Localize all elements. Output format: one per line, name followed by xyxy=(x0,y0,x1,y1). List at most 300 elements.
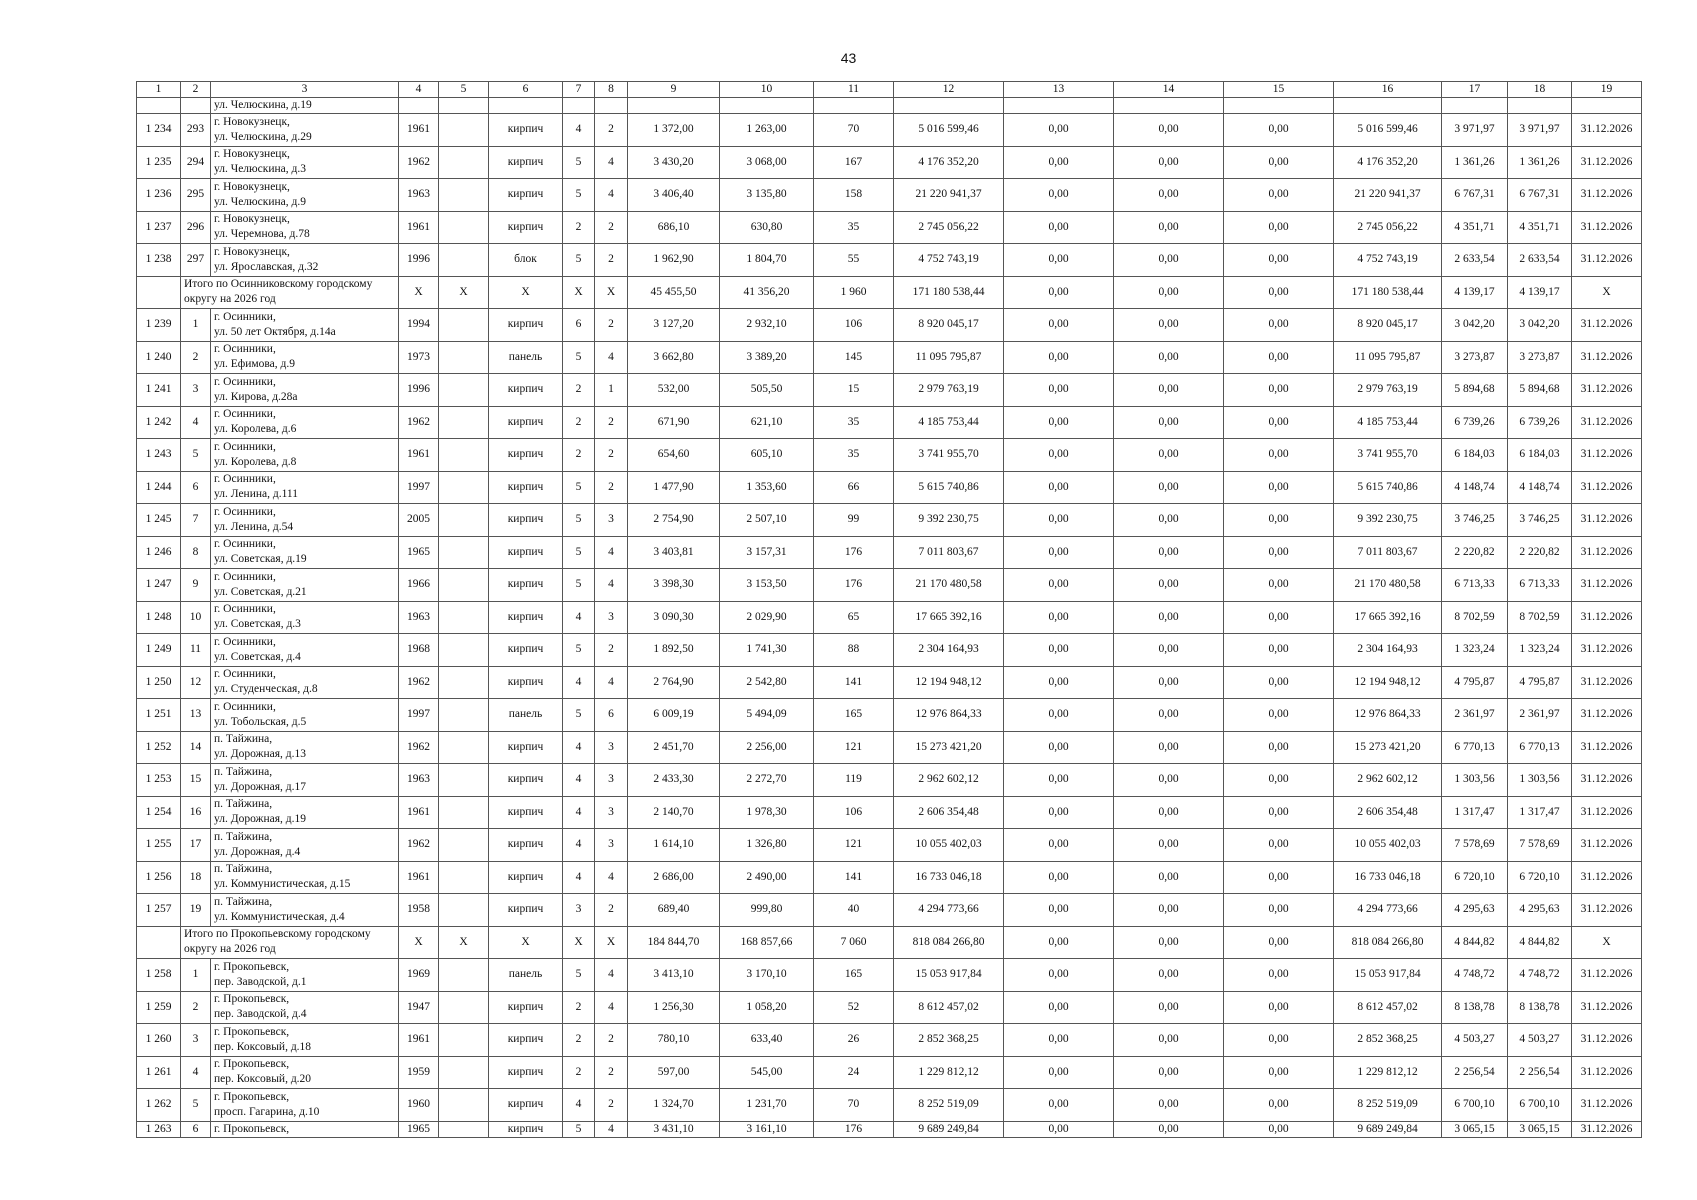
value-cell xyxy=(439,569,489,602)
table-row xyxy=(137,796,1642,829)
value-cell xyxy=(439,829,489,862)
value-cell: 24 xyxy=(814,1056,894,1089)
value-cell: 3 xyxy=(595,764,628,797)
value-cell: 1 361,26 xyxy=(1508,146,1572,179)
page-number: 43 xyxy=(840,50,857,66)
value-cell: 1958 xyxy=(399,894,439,927)
address-line: г. Осинники, xyxy=(214,310,276,323)
value-cell: 1963 xyxy=(399,179,439,212)
value-cell xyxy=(439,861,489,894)
address-line: г. Осинники, xyxy=(214,700,276,713)
value-cell: 12 194 948,12 xyxy=(894,666,1004,699)
address-cell xyxy=(211,341,399,374)
value-cell: 31.12.2026 xyxy=(1572,861,1642,894)
address-line: ул. Ленина, д.54 xyxy=(214,520,294,533)
value-cell: 3 430,20 xyxy=(628,146,720,179)
value-cell: 0,00 xyxy=(1004,666,1114,699)
value-cell: 3 170,10 xyxy=(720,959,814,992)
value-cell: 8 612 457,02 xyxy=(894,991,1004,1024)
value-cell: 5 494,09 xyxy=(720,699,814,732)
value-cell: 2 304 164,93 xyxy=(894,634,1004,667)
value-cell: 17 665 392,16 xyxy=(894,601,1004,634)
value-cell: 597,00 xyxy=(628,1056,720,1089)
table-row xyxy=(137,764,1642,797)
row-number-cell: 1 259 xyxy=(137,991,181,1024)
value-cell: 31.12.2026 xyxy=(1572,829,1642,862)
column-number: 8 xyxy=(595,82,628,98)
value-cell: 2 633,54 xyxy=(1442,244,1508,277)
value-cell: X xyxy=(439,276,489,309)
value-cell: 21 220 941,37 xyxy=(894,179,1004,212)
address-cell xyxy=(211,1056,399,1089)
table-row xyxy=(137,536,1642,569)
value-cell: 3 xyxy=(595,731,628,764)
value-cell: 0,00 xyxy=(1114,991,1224,1024)
value-cell: 6 739,26 xyxy=(1508,406,1572,439)
table-row xyxy=(137,179,1642,212)
address-line: пер. Заводской, д.4 xyxy=(214,1008,307,1021)
value-cell: 1961 xyxy=(399,796,439,829)
value-cell: 88 xyxy=(814,634,894,667)
row-number-cell: 1 246 xyxy=(137,536,181,569)
value-cell: 31.12.2026 xyxy=(1572,341,1642,374)
value-cell: 165 xyxy=(814,699,894,732)
value-cell: 3 153,50 xyxy=(720,569,814,602)
value-cell: 1960 xyxy=(399,1089,439,1122)
value-cell: 4 xyxy=(595,861,628,894)
value-cell: 0,00 xyxy=(1004,439,1114,472)
value-cell: 2 xyxy=(595,634,628,667)
value-cell: 2 979 763,19 xyxy=(1334,374,1442,407)
value-cell: 6 767,31 xyxy=(1508,179,1572,212)
row-number-cell: 1 243 xyxy=(137,439,181,472)
address-line: пер. Коксовый, д.18 xyxy=(214,1040,312,1053)
value-cell: 0,00 xyxy=(1224,829,1334,862)
address-line: г. Новокузнецк, xyxy=(214,148,290,161)
value-cell: 0,00 xyxy=(1004,406,1114,439)
value-cell: 0,00 xyxy=(1114,504,1224,537)
value-cell: 12 976 864,33 xyxy=(894,699,1004,732)
value-cell xyxy=(439,731,489,764)
value-cell: 31.12.2026 xyxy=(1572,634,1642,667)
value-cell: 3 746,25 xyxy=(1508,504,1572,537)
value-cell: 630,80 xyxy=(720,211,814,244)
table-row xyxy=(137,146,1642,179)
value-cell: 0,00 xyxy=(1114,959,1224,992)
item-number-cell: 4 xyxy=(181,406,211,439)
value-cell: 10 055 402,03 xyxy=(1334,829,1442,862)
address-cell xyxy=(211,666,399,699)
value-cell: 1 323,24 xyxy=(1508,634,1572,667)
value-cell: 6 009,19 xyxy=(628,699,720,732)
value-cell: 0,00 xyxy=(1224,276,1334,309)
address-cell xyxy=(211,146,399,179)
value-cell: 0,00 xyxy=(1004,536,1114,569)
value-cell: 4 752 743,19 xyxy=(894,244,1004,277)
value-cell: 2 764,90 xyxy=(628,666,720,699)
value-cell: 4 xyxy=(563,666,595,699)
value-cell: 1962 xyxy=(399,731,439,764)
item-number-cell: 10 xyxy=(181,601,211,634)
value-cell: кирпич xyxy=(489,1056,563,1089)
item-number-cell: 293 xyxy=(181,114,211,147)
value-cell: 1996 xyxy=(399,244,439,277)
column-number: 4 xyxy=(399,82,439,98)
value-cell: 8 252 519,09 xyxy=(894,1089,1004,1122)
address-line: г. Новокузнецк, xyxy=(214,245,290,258)
value-cell: 0,00 xyxy=(1004,244,1114,277)
value-cell: 11 095 795,87 xyxy=(1334,341,1442,374)
value-cell: 4 xyxy=(595,1121,628,1137)
value-cell: 0,00 xyxy=(1114,374,1224,407)
value-cell: 1 324,70 xyxy=(628,1089,720,1122)
address-line: ул. Челюскина, д.9 xyxy=(214,195,306,208)
value-cell: 0,00 xyxy=(1224,1121,1334,1137)
value-cell: кирпич xyxy=(489,1024,563,1057)
value-cell: 1961 xyxy=(399,114,439,147)
table-row xyxy=(137,731,1642,764)
value-cell: 141 xyxy=(814,861,894,894)
value-cell: кирпич xyxy=(489,536,563,569)
value-cell: 4 795,87 xyxy=(1508,666,1572,699)
value-cell: 2 xyxy=(595,309,628,342)
value-cell: 0,00 xyxy=(1224,179,1334,212)
address-line: п. Тайжина, xyxy=(214,830,273,843)
address-cell xyxy=(211,569,399,602)
value-cell: 26 xyxy=(814,1024,894,1057)
value-cell: 2 xyxy=(595,1056,628,1089)
value-cell: 4 xyxy=(595,959,628,992)
value-cell: 2 xyxy=(595,244,628,277)
value-cell: 35 xyxy=(814,439,894,472)
item-number-cell: 18 xyxy=(181,861,211,894)
table-body xyxy=(137,98,1642,1138)
value-cell: 0,00 xyxy=(1004,211,1114,244)
value-cell: 1959 xyxy=(399,1056,439,1089)
value-cell: 15 053 917,84 xyxy=(1334,959,1442,992)
subtotal-row xyxy=(137,276,1642,309)
value-cell: кирпич xyxy=(489,991,563,1024)
row-number-cell: 1 262 xyxy=(137,1089,181,1122)
value-cell xyxy=(439,601,489,634)
value-cell: 0,00 xyxy=(1004,504,1114,537)
value-cell: 2 xyxy=(595,114,628,147)
value-cell: 31.12.2026 xyxy=(1572,764,1642,797)
value-cell: 0,00 xyxy=(1224,504,1334,537)
row-number-cell: 1 247 xyxy=(137,569,181,602)
value-cell: 4 xyxy=(563,796,595,829)
address-line: ул. Дорожная, д.17 xyxy=(214,780,307,793)
value-cell: 4 503,27 xyxy=(1442,1024,1508,1057)
value-cell xyxy=(439,634,489,667)
value-cell: панель xyxy=(489,699,563,732)
value-cell: 0,00 xyxy=(1004,569,1114,602)
value-cell: 15 273 421,20 xyxy=(894,731,1004,764)
value-cell: 4 503,27 xyxy=(1508,1024,1572,1057)
value-cell: X xyxy=(1572,276,1642,309)
value-cell: 3 068,00 xyxy=(720,146,814,179)
table-row xyxy=(137,666,1642,699)
value-cell: 171 180 538,44 xyxy=(894,276,1004,309)
value-cell: 6 770,13 xyxy=(1508,731,1572,764)
value-cell xyxy=(439,959,489,992)
value-cell: 0,00 xyxy=(1224,536,1334,569)
value-cell: 3 389,20 xyxy=(720,341,814,374)
address-cell xyxy=(211,894,399,927)
value-cell: 0,00 xyxy=(1004,1089,1114,1122)
address-line: ул. Коммунистическая, д.15 xyxy=(214,878,351,891)
item-number-cell: 295 xyxy=(181,179,211,212)
row-number-cell: 1 239 xyxy=(137,309,181,342)
empty-cell xyxy=(137,926,181,959)
value-cell: 55 xyxy=(814,244,894,277)
value-cell: 12 976 864,33 xyxy=(1334,699,1442,732)
value-cell: 0,00 xyxy=(1114,244,1224,277)
value-cell: 4 795,87 xyxy=(1442,666,1508,699)
value-cell: кирпич xyxy=(489,894,563,927)
address-cell xyxy=(211,634,399,667)
value-cell: 31.12.2026 xyxy=(1572,114,1642,147)
value-cell: 3 741 955,70 xyxy=(894,439,1004,472)
value-cell: 4 752 743,19 xyxy=(1334,244,1442,277)
row-number-cell: 1 235 xyxy=(137,146,181,179)
value-cell: 1962 xyxy=(399,406,439,439)
value-cell: кирпич xyxy=(489,1089,563,1122)
value-cell: 0,00 xyxy=(1114,731,1224,764)
value-cell: 1966 xyxy=(399,569,439,602)
value-cell: 165 xyxy=(814,959,894,992)
value-cell: 1965 xyxy=(399,1121,439,1137)
row-number-cell: 1 250 xyxy=(137,666,181,699)
value-cell: панель xyxy=(489,341,563,374)
address-cell xyxy=(211,1089,399,1122)
address-line: ул. Кирова, д.28а xyxy=(214,390,298,403)
value-cell: 17 665 392,16 xyxy=(1334,601,1442,634)
value-cell xyxy=(439,536,489,569)
address-line: ул. Советская, д.3 xyxy=(214,618,301,631)
row-number-cell: 1 249 xyxy=(137,634,181,667)
table-row xyxy=(137,991,1642,1024)
value-cell: 6 713,33 xyxy=(1508,569,1572,602)
value-cell: 15 273 421,20 xyxy=(1334,731,1442,764)
row-number-cell: 1 240 xyxy=(137,341,181,374)
value-cell: 4 xyxy=(563,861,595,894)
address-line: ул. 50 лет Октября, д.14а xyxy=(214,325,336,338)
value-cell: 4 xyxy=(595,341,628,374)
address-line: ул. Дорожная, д.19 xyxy=(214,813,307,826)
value-cell: 0,00 xyxy=(1114,114,1224,147)
address-line: Итого по Прокопьевскому городскому xyxy=(184,928,371,941)
address-line: ул. Советская, д.4 xyxy=(214,650,301,663)
value-cell: 689,40 xyxy=(628,894,720,927)
value-cell: 0,00 xyxy=(1224,796,1334,829)
table-row xyxy=(137,341,1642,374)
value-cell xyxy=(439,1121,489,1137)
value-cell: 0,00 xyxy=(1224,1024,1334,1057)
value-cell: X xyxy=(489,276,563,309)
item-number-cell: 4 xyxy=(181,1056,211,1089)
value-cell: 9 392 230,75 xyxy=(894,504,1004,537)
value-cell: 1 978,30 xyxy=(720,796,814,829)
column-number: 7 xyxy=(563,82,595,98)
item-number-cell: 2 xyxy=(181,341,211,374)
address-line: г. Осинники, xyxy=(214,408,276,421)
value-cell: 0,00 xyxy=(1114,276,1224,309)
value-cell: 2 433,30 xyxy=(628,764,720,797)
value-cell: 0,00 xyxy=(1004,1056,1114,1089)
value-cell: 671,90 xyxy=(628,406,720,439)
value-cell xyxy=(439,1024,489,1057)
item-number-cell: 297 xyxy=(181,244,211,277)
value-cell xyxy=(439,244,489,277)
value-cell: 0,00 xyxy=(1114,634,1224,667)
address-line: г. Осинники, xyxy=(214,635,276,648)
value-cell: 605,10 xyxy=(720,439,814,472)
address-line: ул. Дорожная, д.13 xyxy=(214,748,307,761)
value-cell: 1 804,70 xyxy=(720,244,814,277)
address-line: ул. Тобольская, д.5 xyxy=(214,715,307,728)
value-cell: 0,00 xyxy=(1114,796,1224,829)
value-cell: 3 746,25 xyxy=(1442,504,1508,537)
value-cell: 0,00 xyxy=(1114,309,1224,342)
value-cell: 532,00 xyxy=(628,374,720,407)
value-cell: 5 xyxy=(563,1121,595,1137)
row-number-cell: 1 254 xyxy=(137,796,181,829)
column-number: 11 xyxy=(814,82,894,98)
value-cell: 4 xyxy=(595,666,628,699)
value-cell: 7 011 803,67 xyxy=(894,536,1004,569)
table-row xyxy=(137,699,1642,732)
column-number: 14 xyxy=(1114,82,1224,98)
value-cell: кирпич xyxy=(489,666,563,699)
column-number: 2 xyxy=(181,82,211,98)
value-cell: 2 272,70 xyxy=(720,764,814,797)
value-cell: 0,00 xyxy=(1004,796,1114,829)
value-cell: 5 615 740,86 xyxy=(1334,471,1442,504)
value-cell: 818 084 266,80 xyxy=(894,926,1004,959)
value-cell: 2 220,82 xyxy=(1442,536,1508,569)
column-number: 16 xyxy=(1334,82,1442,98)
value-cell: 31.12.2026 xyxy=(1572,1056,1642,1089)
value-cell: 0,00 xyxy=(1004,374,1114,407)
value-cell: 1997 xyxy=(399,699,439,732)
value-cell: 31.12.2026 xyxy=(1572,991,1642,1024)
value-cell: 1 361,26 xyxy=(1442,146,1508,179)
value-cell: 184 844,70 xyxy=(628,926,720,959)
row-number-cell: 1 248 xyxy=(137,601,181,634)
value-cell: 4 139,17 xyxy=(1508,276,1572,309)
value-cell: 1968 xyxy=(399,634,439,667)
value-cell: 1 303,56 xyxy=(1508,764,1572,797)
value-cell: 1 058,20 xyxy=(720,991,814,1024)
value-cell: 0,00 xyxy=(1224,374,1334,407)
value-cell: 1 229 812,12 xyxy=(1334,1056,1442,1089)
value-cell: 3 xyxy=(563,894,595,927)
value-cell: 66 xyxy=(814,471,894,504)
value-cell: 6 700,10 xyxy=(1442,1089,1508,1122)
table-row xyxy=(137,569,1642,602)
value-cell: 2005 xyxy=(399,504,439,537)
address-line: округу на 2026 год xyxy=(184,293,276,306)
value-cell: 5 xyxy=(563,179,595,212)
value-cell: 2 852 368,25 xyxy=(1334,1024,1442,1057)
value-cell: 3 273,87 xyxy=(1508,341,1572,374)
value-cell: 31.12.2026 xyxy=(1572,894,1642,927)
value-cell: 2 490,00 xyxy=(720,861,814,894)
table-row xyxy=(137,634,1642,667)
item-number-cell: 1 xyxy=(181,309,211,342)
value-cell xyxy=(439,471,489,504)
value-cell: 4 294 773,66 xyxy=(1334,894,1442,927)
value-cell: блок xyxy=(489,244,563,277)
item-number-cell: 14 xyxy=(181,731,211,764)
value-cell: 0,00 xyxy=(1004,341,1114,374)
row-number-cell: 1 260 xyxy=(137,1024,181,1057)
address-cell xyxy=(211,114,399,147)
value-cell: 52 xyxy=(814,991,894,1024)
value-cell: 2 451,70 xyxy=(628,731,720,764)
row-number-cell: 1 256 xyxy=(137,861,181,894)
address-line: ул. Советская, д.19 xyxy=(214,553,307,566)
value-cell xyxy=(439,504,489,537)
value-cell: 1 477,90 xyxy=(628,471,720,504)
value-cell: 1 741,30 xyxy=(720,634,814,667)
value-cell xyxy=(439,114,489,147)
value-cell: 0,00 xyxy=(1004,894,1114,927)
value-cell: кирпич xyxy=(489,504,563,537)
address-line: ул. Королева, д.8 xyxy=(214,455,297,468)
value-cell: 4 176 352,20 xyxy=(894,146,1004,179)
address-cell xyxy=(211,179,399,212)
value-cell: 0,00 xyxy=(1114,861,1224,894)
value-cell xyxy=(439,341,489,374)
value-cell: 0,00 xyxy=(1224,861,1334,894)
value-cell: кирпич xyxy=(489,731,563,764)
value-cell: 1 263,00 xyxy=(720,114,814,147)
table-row xyxy=(137,829,1642,862)
value-cell: 1 614,10 xyxy=(628,829,720,862)
value-cell: 41 356,20 xyxy=(720,276,814,309)
value-cell: 0,00 xyxy=(1224,146,1334,179)
value-cell: 31.12.2026 xyxy=(1572,1089,1642,1122)
value-cell: X xyxy=(595,926,628,959)
address-line: г. Осинники, xyxy=(214,505,276,518)
value-cell: 2 606 354,48 xyxy=(894,796,1004,829)
value-cell: кирпич xyxy=(489,179,563,212)
value-cell: 16 733 046,18 xyxy=(894,861,1004,894)
value-cell: кирпич xyxy=(489,634,563,667)
address-line: ул. Челюскина, д.3 xyxy=(214,163,306,176)
value-cell: 0,00 xyxy=(1224,666,1334,699)
item-number-cell: 9 xyxy=(181,569,211,602)
table-row xyxy=(137,959,1642,992)
table-row xyxy=(137,471,1642,504)
value-cell: 1963 xyxy=(399,601,439,634)
table-row xyxy=(137,374,1642,407)
address-line: пер. Коксовый, д.20 xyxy=(214,1073,312,1086)
value-cell: 0,00 xyxy=(1114,406,1224,439)
value-cell: 8 702,59 xyxy=(1442,601,1508,634)
value-cell: 31.12.2026 xyxy=(1572,666,1642,699)
value-cell xyxy=(439,1056,489,1089)
address-cell xyxy=(211,504,399,537)
value-cell: 5 894,68 xyxy=(1442,374,1508,407)
value-cell: 1 229 812,12 xyxy=(894,1056,1004,1089)
address-line: г. Осинники, xyxy=(214,440,276,453)
value-cell: 2 xyxy=(563,374,595,407)
value-cell: 15 xyxy=(814,374,894,407)
address-line: ул. Ленина, д.111 xyxy=(214,488,298,501)
